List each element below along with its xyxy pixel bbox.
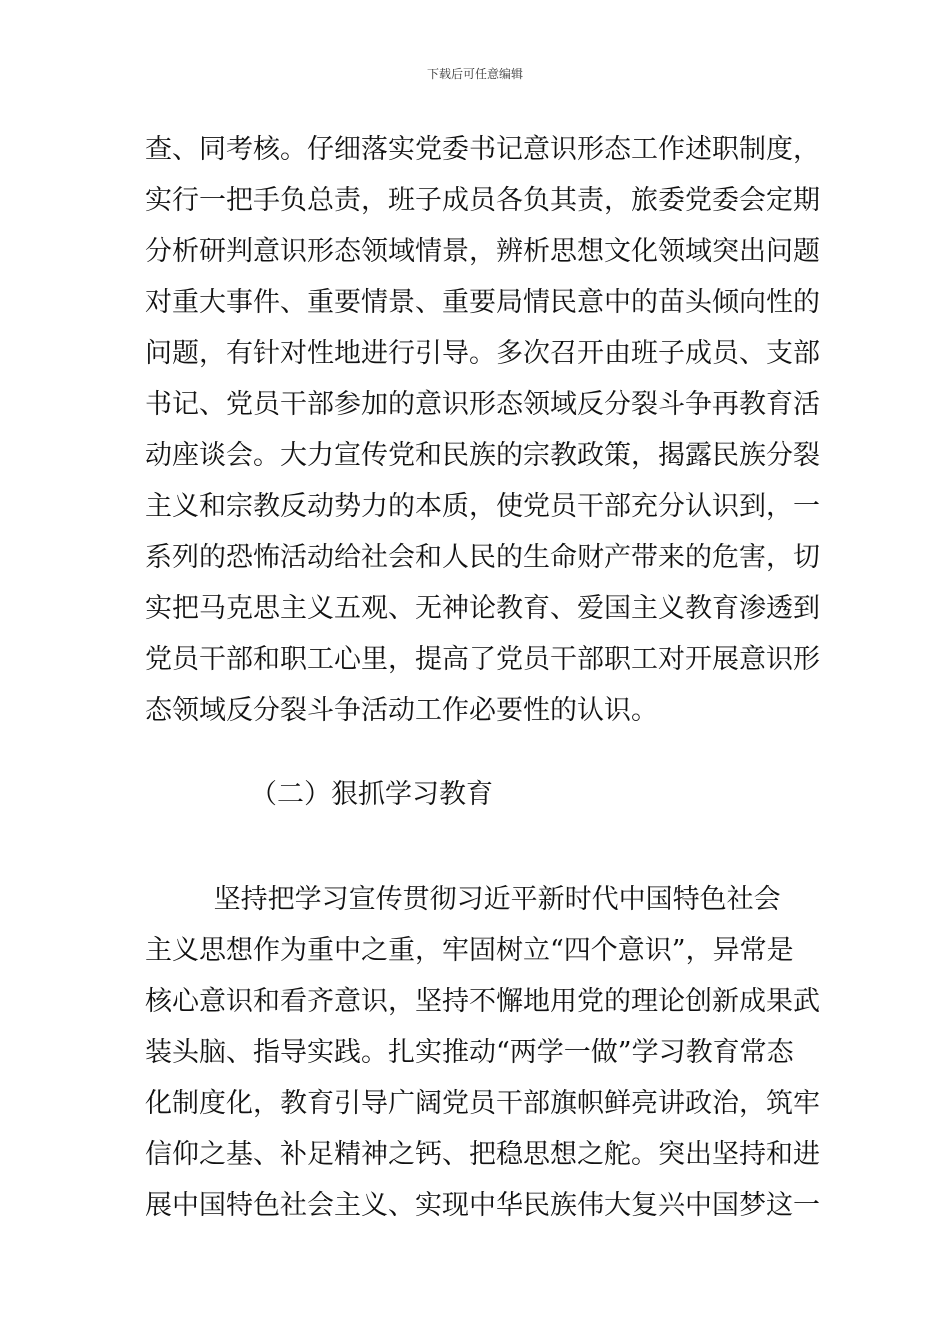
paragraph-line: 主义思想作为重中之重，牢固树立“四个意识”，异常是 <box>145 935 794 966</box>
paragraph-line: 化制度化，教育引导广阔党员干部旗帜鲜亮讲政治，筑牢 <box>145 1088 820 1119</box>
paragraph-line: 党员干部和职工心里，提高了党员干部职工对开展意识形 <box>145 644 820 675</box>
paragraph-line: 动座谈会。大力宣传党和民族的宗教政策，揭露民族分裂 <box>145 440 820 471</box>
paragraph-line: 展中国特色社会主义、实现中华民族伟大复兴中国梦这一 <box>145 1190 820 1221</box>
paragraph-2 <box>145 874 820 1231</box>
paragraph-line: 查、同考核。仔细落实党委书记意识形态工作述职制度， <box>145 134 820 165</box>
paragraph-line: 书记、党员干部参加的意识形态领域反分裂斗争再教育活 <box>145 389 820 420</box>
paragraph-line: 信仰之基、补足精神之钙、把稳思想之舵。突出坚持和进 <box>145 1139 820 1170</box>
paragraph-line: 实把马克思主义五观、无神论教育、爱国主义教育渗透到 <box>145 593 820 624</box>
paragraph-line: 问题，有针对性地进行引导。多次召开由班子成员、支部 <box>145 338 820 369</box>
paragraph-line: 分析研判意识形态领域情景，辨析思想文化领域突出问题 <box>145 236 820 267</box>
paragraph-1 <box>145 124 820 736</box>
section-heading: （二）狠抓学习教育 <box>250 779 493 810</box>
paragraph-line: 装头脑、指导实践。扎实推动“两学一做”学习教育常态 <box>145 1037 794 1068</box>
paragraph-line: 坚持把学习宣传贯彻习近平新时代中国特色社会 <box>145 884 781 915</box>
paragraph-line: 实行一把手负总责，班子成员各负其责，旅委党委会定期 <box>145 185 820 216</box>
page-header-note: 下载后可任意编辑 <box>426 67 523 81</box>
paragraph-line: 核心意识和看齐意识，坚持不懈地用党的理论创新成果武 <box>145 986 820 1017</box>
paragraph-line: 对重大事件、重要情景、重要局情民意中的苗头倾向性的 <box>145 287 820 318</box>
paragraph-line: 系列的恐怖活动给社会和人民的生命财产带来的危害，切 <box>145 542 820 573</box>
paragraph-line: 主义和宗教反动势力的本质，使党员干部充分认识到，一 <box>145 491 820 522</box>
paragraph-line: 态领域反分裂斗争活动工作必要性的认识。 <box>145 695 658 726</box>
